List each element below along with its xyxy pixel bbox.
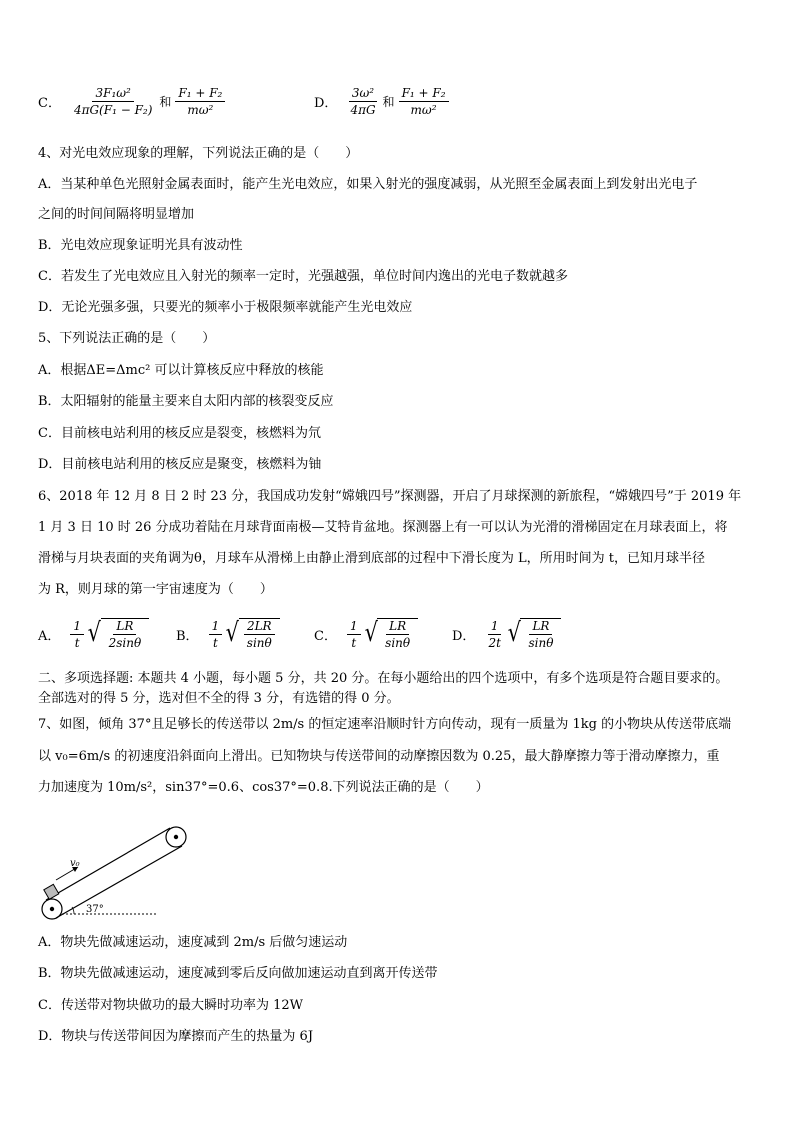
q5-option-a: A．根据ΔE=Δmc² 可以计算核反应中释放的核能 bbox=[38, 363, 324, 378]
q6-option-a: A． $\frac{1}{t}$ √ $\frac{LR}{2\sin\theta}$ bbox=[38, 618, 149, 650]
q6-stem-2: 1 月 3 日 10 时 26 分成功着陆在月球背面南极—艾特肯盆地。探测器上有一可以认为光滑的滑梯固定在月球表面上，将 bbox=[38, 520, 728, 535]
q5-option-d: D．目前核电站利用的核反应是聚变，核燃料为铀 bbox=[38, 457, 322, 472]
q7-stem-3: 力加速度为 10m/s²，sin37°=0.6、cos37°=0.8.下列说法正确的是（ ） bbox=[38, 780, 489, 795]
option-label: D． bbox=[314, 96, 338, 111]
q6-stem-3: 滑梯与月块表面的夹角调为θ，月球车从滑梯上由静止滑到底部的过程中下滑长度为 L，所用时间为 t，已知月球半径 bbox=[38, 551, 705, 566]
q3-option-c: C． $\frac{\text{3F₁ω²}}{\text{4πG(F₁ − F₂)}}$ 和 $\frac{\text{F₁ + F₂}}{\text{mω²}}$ bbox=[38, 86, 227, 117]
q6-option-d: D． $\frac{1}{2t}$ √ $\frac{LR}{\sin\theta}$ bbox=[452, 618, 561, 650]
q7-option-a: A．物块先做减速运动，速度减到 2m/s 后做匀速运动 bbox=[38, 935, 348, 950]
section2-title: 二、多项选择题: 本题共 4 小题，每小题 5 分，共 20 分。在每小题给出的四个选项中，有多个选项是符合题目要求的。 bbox=[38, 671, 729, 686]
q7-stem-2: 以 v₀=6m/s 的初速度沿斜面向上滑出。已知物块与传送带间的动摩擦因数为 0.25，最大静摩擦力等于滑动摩擦力，重 bbox=[38, 749, 720, 764]
angle-label: 37° bbox=[86, 904, 104, 915]
q6-stem-4: 为 R，则月球的第一宇宙速度为（ ） bbox=[38, 582, 273, 597]
q7-option-b: B．物块先做减速运动，速度减到零后反向做加速运动直到离开传送带 bbox=[38, 966, 438, 981]
q6-option-b: B． $\frac{1}{t}$ √ $\frac{2LR}{\sin\theta}$ bbox=[176, 618, 280, 650]
q5-stem: 5、下列说法正确的是（ ） bbox=[38, 331, 216, 346]
fraction: $\frac{\text{F₁ + F₂}}{\text{mω²}}$ bbox=[175, 86, 225, 117]
q4-option-c: C．若发生了光电效应且入射光的频率一定时，光强越强，单位时间内逸出的光电子数就越多 bbox=[38, 269, 568, 284]
q6-option-c: C． $\frac{1}{t}$ √ $\frac{LR}{\sin\theta}$ bbox=[314, 618, 418, 650]
q4-option-a: A．当某种单色光照射金属表面时，能产生光电效应，如果入射光的强度减弱，从光照至金属表面上到发射出光电子 bbox=[38, 177, 698, 192]
block bbox=[44, 884, 59, 899]
fraction: $\frac{\text{3ω²}}{4\pi G}$ bbox=[350, 86, 376, 117]
v0-label: v₀ bbox=[70, 858, 80, 869]
option-label: C． bbox=[38, 96, 61, 111]
q7-option-d: D．物块与传送带间因为摩擦而产生的热量为 6J bbox=[38, 1029, 314, 1044]
conveyor-belt-diagram bbox=[38, 822, 198, 922]
q4-option-b: B．光电效应现象证明光具有波动性 bbox=[38, 238, 243, 253]
sqrt: √ $\frac{2LR}{\sin\theta}$ bbox=[224, 618, 280, 650]
fraction: $\frac{\text{3F₁ω²}}{\text{4πG(F₁ − F₂)}}$ bbox=[73, 86, 153, 117]
section2-note: 全部选对的得 5 分，选对但不全的得 3 分，有选错的得 0 分。 bbox=[38, 691, 400, 706]
q5-option-c: C．目前核电站利用的核反应是裂变，核燃料为氘 bbox=[38, 426, 321, 441]
belt-bottom-edge bbox=[56, 846, 182, 918]
bottom-pulley-axle bbox=[50, 907, 54, 911]
q7-option-c: C．传送带对物块做功的最大瞬时功率为 12W bbox=[38, 998, 303, 1013]
q5-option-b: B．太阳辐射的能量主要来自太阳内部的核裂变反应 bbox=[38, 394, 334, 409]
sqrt: √ $\frac{LR}{2\sin\theta}$ bbox=[86, 618, 149, 650]
q4-option-a-cont: 之间的时间间隔将明显增加 bbox=[38, 207, 195, 222]
top-pulley-axle bbox=[174, 835, 178, 839]
q6-stem-1: 6、2018 年 12 月 8 日 2 时 23 分，我国成功发射“嫦娥四号”探测器，开启了月球探测的新旅程，“嫦娥四号”于 2019 年 bbox=[38, 489, 742, 504]
sqrt: √ $\frac{LR}{\sin\theta}$ bbox=[363, 618, 419, 650]
sqrt: √ $\frac{LR}{\sin\theta}$ bbox=[506, 618, 562, 650]
q3-option-d: D． $\frac{\text{3ω²}}{4\pi G}$ 和 $\frac{\text{F₁ + F₂}}{\text{mω²}}$ bbox=[314, 86, 451, 117]
fraction: $\frac{\text{F₁ + F₂}}{\text{mω²}}$ bbox=[399, 86, 449, 117]
q7-stem-1: 7、如图，倾角 37°且足够长的传送带以 2m/s 的恒定速率沿顺时针方向传动，现有一质量为 1kg 的小物块从传送带底端 bbox=[38, 717, 732, 732]
q4-option-d: D．无论光强多强，只要光的频率小于极限频率就能产生光电效应 bbox=[38, 300, 413, 315]
q4-stem: 4、对光电效应现象的理解，下列说法正确的是（ ） bbox=[38, 146, 359, 161]
